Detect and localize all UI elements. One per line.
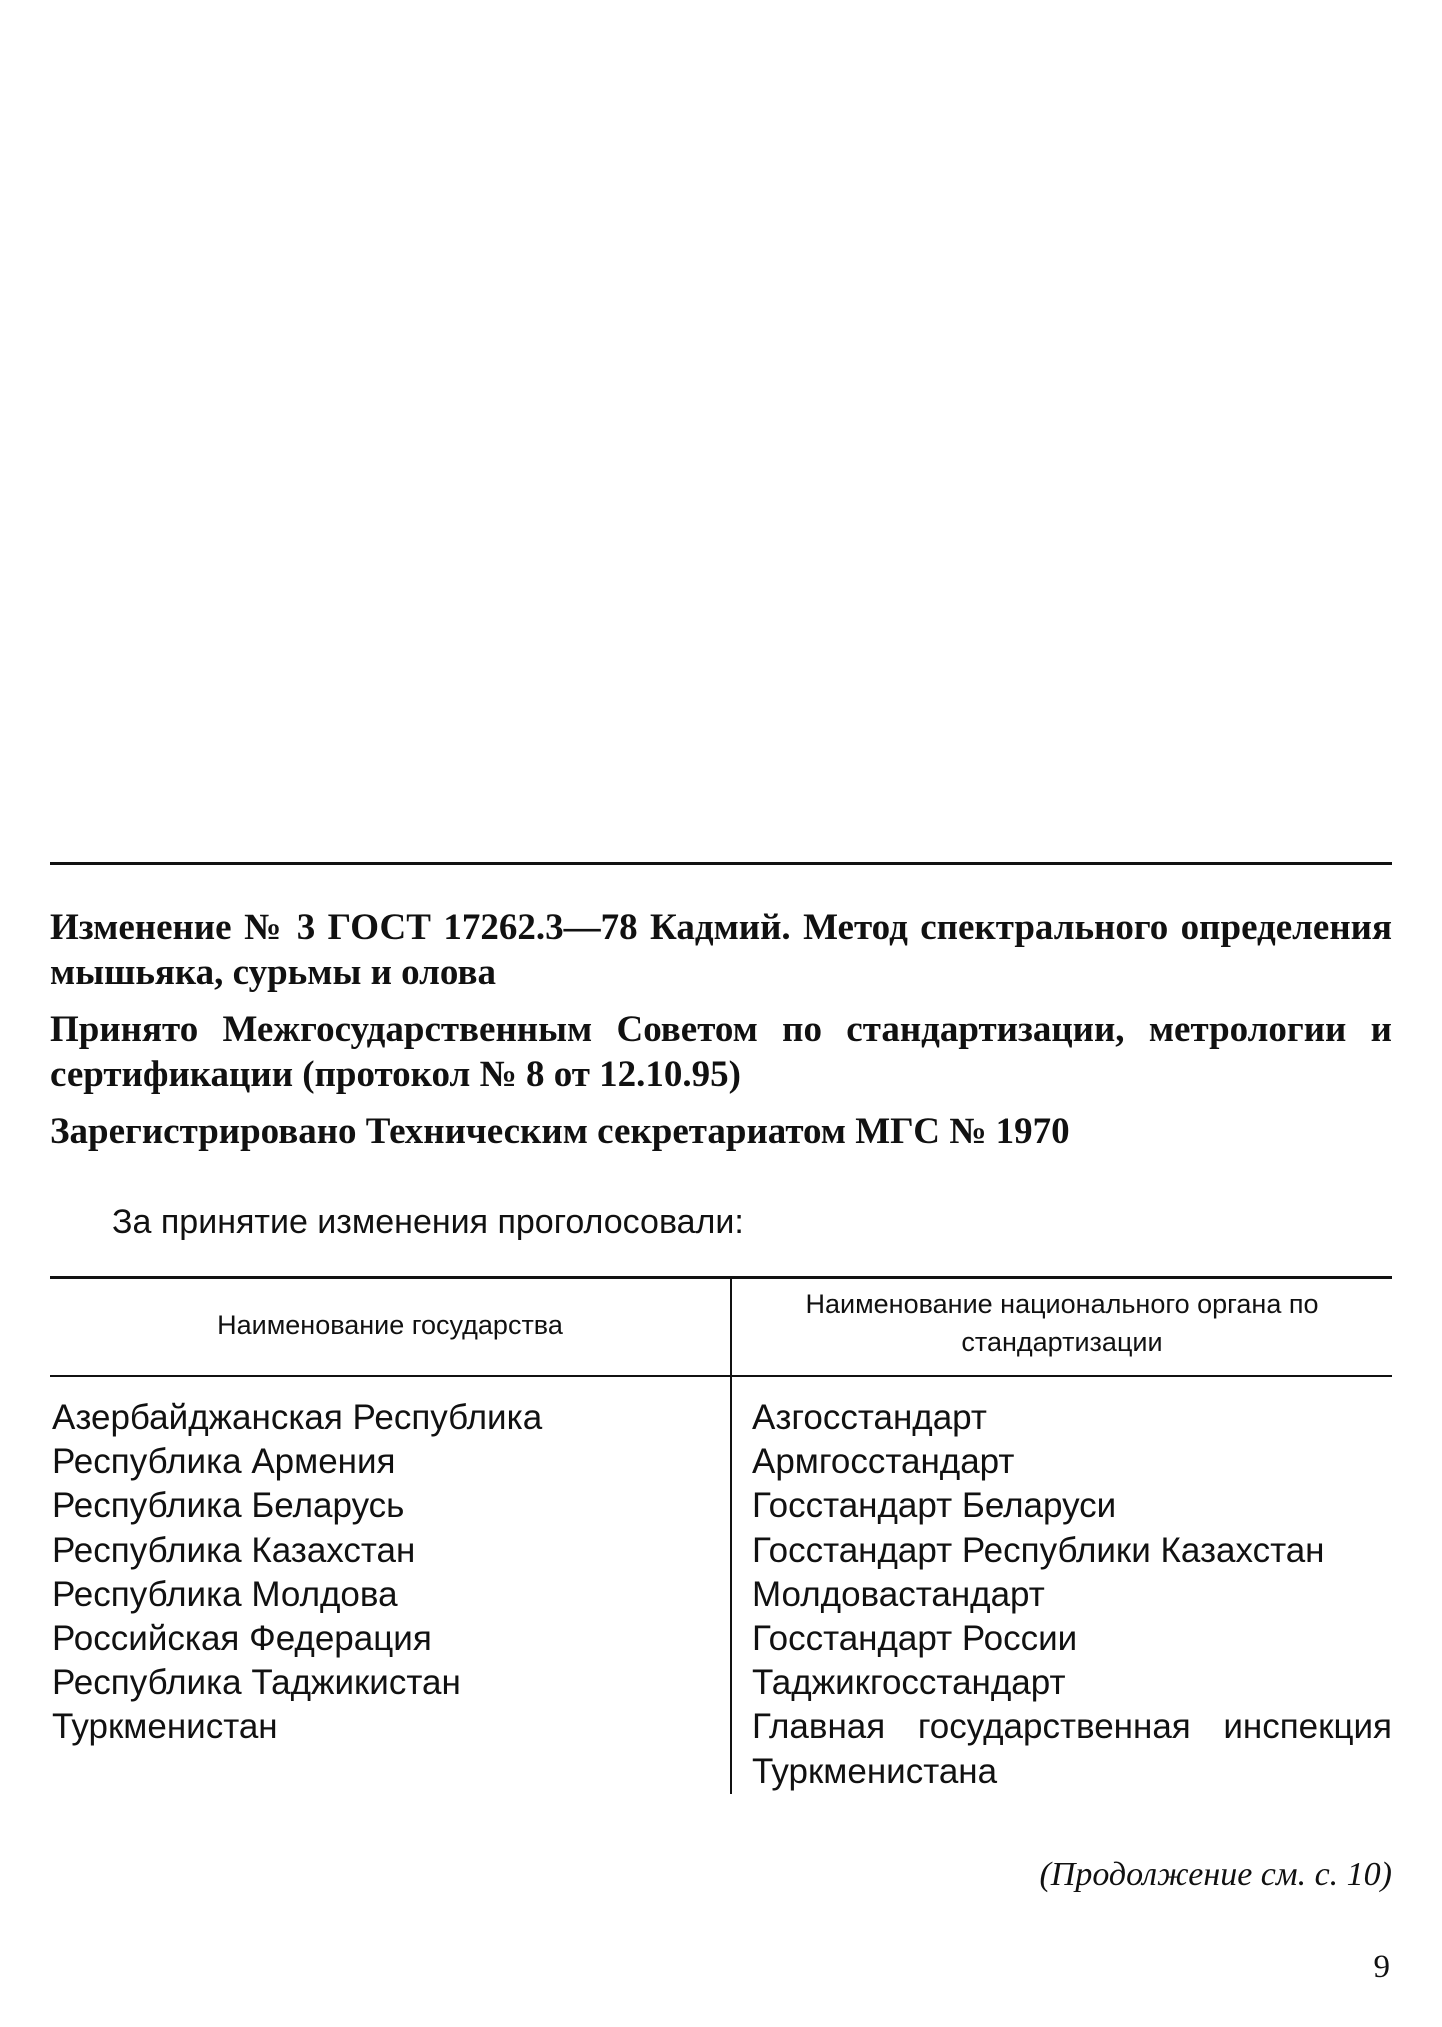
column-header-state: Наименование государства	[217, 1310, 563, 1340]
table-row-body: Госстандарт Республики Казахстан	[752, 1530, 1325, 1570]
column-divider	[730, 1279, 732, 1794]
table-row-state: Республика Молдова	[52, 1574, 398, 1614]
table-row-state: Российская Федерация	[52, 1619, 432, 1659]
page-number: 9	[1373, 1949, 1390, 1985]
amendment-heading	[50, 905, 1392, 1166]
continuation-note: (Продолжение см. с. 10)	[1039, 1856, 1392, 1893]
column-header-body: Наименование национального органа по стандартизации	[805, 1289, 1319, 1357]
state-column	[52, 1396, 722, 1750]
top-rule	[50, 862, 1392, 865]
table-row-body: Таджикгосстандарт	[752, 1663, 1066, 1703]
adoption-note: Принято Межгосударственным Советом по стандартизации, метрологии и сертификации (протокол № 8 от 12.10.95)	[50, 1009, 1392, 1095]
table-row-body: Азгосстандарт	[752, 1398, 987, 1437]
amendment-title: Изменение № 3 ГОСТ 17262.3—78 Кадмий. Метод спектрального определения мышьяка, сурьмы и олова	[50, 907, 1392, 993]
body-column	[752, 1396, 1392, 1794]
table-row-state: Азербайджанская Республика	[52, 1398, 543, 1437]
table-top-rule	[50, 1276, 1392, 1279]
table-row-state: Республика Таджикистан	[52, 1663, 461, 1703]
table-row-state: Республика Казахстан	[52, 1530, 416, 1570]
table-row-body: Молдовастандарт	[752, 1574, 1045, 1614]
table-row-body: Госстандарт России	[752, 1619, 1078, 1659]
table-row-state: Туркменистан	[52, 1707, 278, 1747]
table-row-state: Республика Беларусь	[52, 1486, 405, 1526]
registration-note: Зарегистрировано Техническим секретариатом МГС № 1970	[50, 1111, 1070, 1152]
table-row-state: Республика Армения	[52, 1442, 396, 1482]
table-row-body: Главная государственная инспекция Туркменистана	[752, 1707, 1392, 1791]
table-header-rule	[50, 1375, 1392, 1377]
table-row-body: Армгосстандарт	[752, 1442, 1015, 1482]
vote-intro: За принятие изменения проголосовали:	[112, 1203, 744, 1241]
table-row-body: Госстандарт Беларуси	[752, 1486, 1117, 1526]
